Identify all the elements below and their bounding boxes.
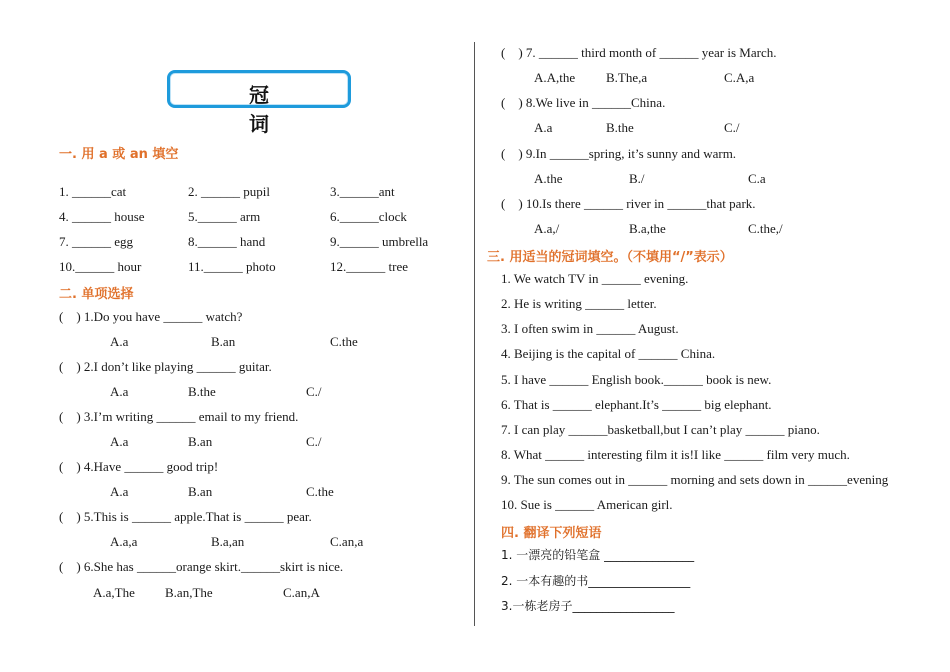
mc-option-c: C.the [306,484,334,499]
part3-item: 10. Sue is ______ American girl. [501,497,673,512]
mc-option-c: C./ [306,384,322,399]
section-3-heading: 三. 用适当的冠词填空。（不填用“/”表示） [487,250,733,265]
mc-option-a: A.a,The [93,585,135,600]
mc-option-c: C.the,/ [748,221,783,236]
mc-option-c: C.the [330,334,358,349]
mc-option-b: B.a,the [629,221,666,236]
mc-option-a: A.the [534,171,563,186]
mc-question: ( ) 6.She has ______orange skirt.______skirt is nice. [59,559,344,574]
mc-question: ( ) 10.Is there ______ river in ______that park. [501,196,756,211]
mc-option-b: B.an [188,434,213,449]
mc-option-c: C./ [724,120,740,135]
fill-item: 6.______clock [330,209,407,224]
part3-item: 5. I have ______ English book.______ book is new. [501,372,772,387]
part3-item: 1. We watch TV in ______ evening. [501,271,689,286]
mc-option-b: B.the [606,120,634,135]
section-4-heading: 四. 翻译下列短语 [501,526,602,541]
fill-item: 2. ______ pupil [188,184,270,199]
mc-question: ( ) 2.I don’t like playing ______ guitar. [59,359,272,374]
mc-option-b: B.an [188,484,213,499]
mc-option-b: B.The,a [606,70,648,85]
fill-item: 3.______ant [330,184,395,199]
section-1-heading: 一. 用 a 或 an 填空 [59,147,179,162]
part4-item: 3.一栋老房子_________________ [501,599,675,613]
mc-option-a: A.a [110,334,129,349]
title-box [167,70,351,136]
section-2-heading: 二. 单项选择 [59,287,134,302]
mc-option-a: A.a [534,120,553,135]
part4-item: 2. 一本有趣的书_________________ [501,574,691,588]
mc-option-b: B.an,The [165,585,213,600]
mc-question: ( ) 3.I’m writing ______ email to my friend. [59,409,299,424]
mc-option-c: C.an,A [283,585,320,600]
part3-item: 3. I often swim in ______ August. [501,321,679,336]
column-divider [474,42,475,626]
page-title: 冠 词 [249,83,307,136]
mc-question: ( ) 7. ______ third month of ______ year is March. [501,45,777,60]
part3-item: 2. He is writing ______ letter. [501,296,657,311]
fill-item: 11.______ photo [188,259,276,274]
part3-item: 8. What ______ interesting film it is!I like ______ film very much. [501,447,850,462]
fill-item: 4. ______ house [59,209,145,224]
mc-question: ( ) 9.In ______spring, it’s sunny and warm. [501,146,737,161]
mc-option-a: A.a [110,434,129,449]
mc-option-a: A.a,/ [534,221,560,236]
mc-option-b: B.a,an [211,534,245,549]
mc-option-a: A.a,a [110,534,138,549]
fill-item: 9.______ umbrella [330,234,429,249]
mc-question: ( ) 8.We live in ______China. [501,95,666,110]
fill-item: 7. ______ egg [59,234,134,249]
mc-option-a: A.a [110,384,129,399]
mc-option-c: C.a [748,171,766,186]
part3-item: 4. Beijing is the capital of ______ China. [501,346,716,361]
mc-option-a: A.A,the [534,70,576,85]
mc-option-b: B.an [211,334,236,349]
mc-option-c: C.an,a [330,534,364,549]
mc-question: ( ) 5.This is ______ apple.That is ______ pear. [59,509,312,524]
fill-item: 8.______ hand [188,234,266,249]
mc-option-c: C.A,a [724,70,755,85]
mc-option-b: B.the [188,384,216,399]
mc-option-b: B./ [629,171,645,186]
fill-item: 10.______ hour [59,259,142,274]
fill-item: 1. ______cat [59,184,127,199]
part3-item: 7. I can play ______basketball,but I can’t play ______ piano. [501,422,820,437]
fill-item: 5.______ arm [188,209,261,224]
mc-option-c: C./ [306,434,322,449]
mc-question: ( ) 1.Do you have ______ watch? [59,309,243,324]
part3-item: 9. The sun comes out in ______ morning and sets down in ______evening [501,472,889,487]
mc-question: ( ) 4.Have ______ good trip! [59,459,219,474]
fill-item: 12.______ tree [330,259,408,274]
part3-item: 6. That is ______ elephant.It’s ______ big elephant. [501,397,772,412]
part4-item: 1. 一漂亮的铅笔盒 _______________ [501,548,695,562]
mc-option-a: A.a [110,484,129,499]
